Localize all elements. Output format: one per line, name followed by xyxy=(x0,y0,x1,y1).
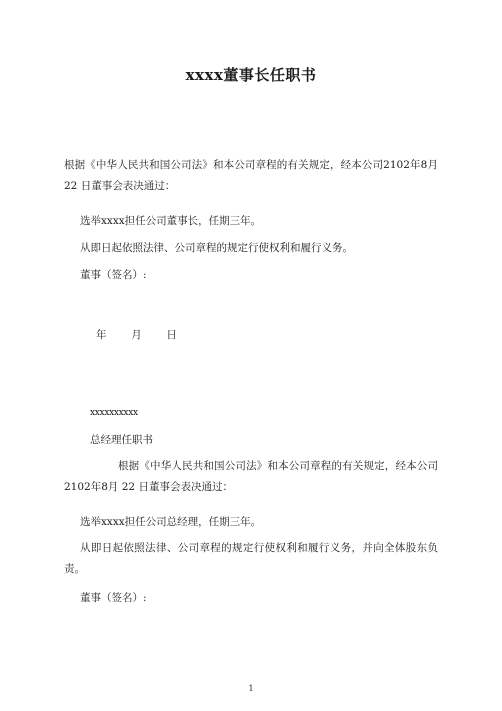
date-day: 日 xyxy=(166,329,177,341)
document-title: xxxx董事长任职书 xyxy=(185,66,317,84)
date-year: 年 xyxy=(96,329,107,341)
section2-duties-paragraph: 从即日起依照法律、公司章程的规定行使权利和履行义务，并向全体股东负责。 xyxy=(64,542,438,575)
section2-signature-label: 董事（签名）: xyxy=(80,592,147,604)
signature-label: 董事（签名）: xyxy=(80,269,147,281)
date-month: 月 xyxy=(131,329,142,341)
date-line xyxy=(96,326,177,344)
section2-title: 总经理任职书 xyxy=(90,434,153,446)
appointment-text: 选举xxxx担任公司董事长，任期三年。 xyxy=(80,215,262,227)
duties-text: 从即日起依照法律、公司章程的规定行使权利和履行义务。 xyxy=(80,242,353,254)
page-number: 1 xyxy=(248,684,254,693)
section2-intro-paragraph: 根据《中华人民共和国公司法》和本公司章程的有关规定，经本公司2102年8月 22 日董事会表决通过： xyxy=(64,460,438,493)
intro-paragraph: 根据《中华人民共和国公司法》和本公司章程的有关规定，经本公司2102年8月 22 日董事会表决通过： xyxy=(64,159,438,192)
separator-text: xxxxxxxxxx xyxy=(90,408,138,418)
section2-appointment-text: 选举xxxx担任公司总经理，任期三年。 xyxy=(80,516,262,528)
